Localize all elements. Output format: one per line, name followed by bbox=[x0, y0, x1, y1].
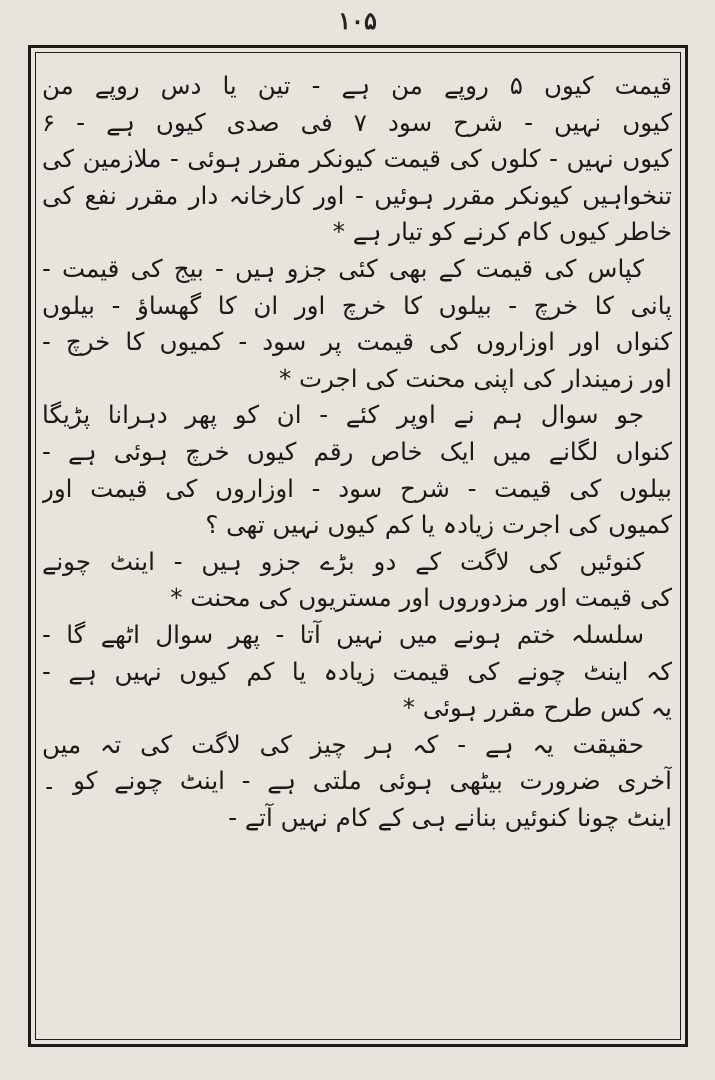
text-line: بیلوں کی قیمت - شرح سود - اوزاروں کی قیمت اور bbox=[42, 473, 672, 503]
text-line: کپاس کی قیمت کے بھی کئی جزو ہیں - بیج کی قیمت - bbox=[42, 253, 644, 283]
text-line: پانی کا خرچ - بیلوں کا خرچ اور ان کا گھساؤ - بیلوں bbox=[42, 290, 672, 320]
text-line: کنوئیں کی لاگت کے دو بڑے جزو ہیں - اینٹ چونے bbox=[42, 546, 644, 576]
text-line: کنواں لگانے میں ایک خاص رقم کیوں خرچ ہوئی ہے - bbox=[42, 436, 672, 466]
text-line: اور زمیندار کی اپنی محنت کی اجرت * bbox=[278, 363, 672, 393]
text-line: اینٹ چونا کنوئیں بنانے ہی کے کام نہیں آتے - bbox=[228, 802, 672, 832]
text-line: یہ کس طرح مقرر ہوئی * bbox=[402, 693, 672, 723]
text-line: کی قیمت اور مزدوروں اور مستریوں کی محنت * bbox=[170, 583, 672, 613]
text-line: کنواں اور اوزاروں کی قیمت پر سود - کمیوں کا خرچ - bbox=[42, 327, 672, 357]
text-line: کیوں نہیں - شرح سود ۷ فی صدی کیوں ہے - ۶ bbox=[42, 107, 672, 137]
text-line: خاطر کیوں کام کرنے کو تیار ہے * bbox=[332, 217, 672, 247]
text-line: تنخواہیں کیونکر مقرر ہوئیں - اور کارخانہ دار مقرر نفع کی bbox=[42, 180, 672, 210]
text-line: حقیقت یہ ہے - کہ ہر چیز کی لاگت کی تہ میں bbox=[42, 729, 644, 759]
text-line: کہ اینٹ چونے کی قیمت زیادہ یا کم کیوں نہیں ہے - bbox=[42, 656, 672, 686]
text-line: جو سوال ہم نے اوپر کئے - ان کو پھر دہرانا پڑیگا bbox=[42, 400, 644, 430]
text-line: قیمت کیوں ۵ روپے من ہے - تین یا دس روپے من bbox=[42, 71, 672, 100]
text-line: آخری ضرورت بیٹھی ہوئی ملتی ہے - اینٹ چونے کو ۔ bbox=[42, 766, 672, 796]
text-line: کیوں نہیں - کلوں کی قیمت کیونکر مقرر ہوئی - ملازمین کی bbox=[42, 144, 672, 174]
text-body bbox=[42, 68, 672, 1028]
text-line: کمیوں کی اجرت زیادہ یا کم کیوں نہیں تھی ؟ bbox=[205, 510, 672, 540]
page-number: ۱۰۵ bbox=[338, 6, 377, 35]
text-line: سلسلہ ختم ہونے میں نہیں آتا - پھر سوال اٹھے گا - bbox=[42, 619, 644, 649]
